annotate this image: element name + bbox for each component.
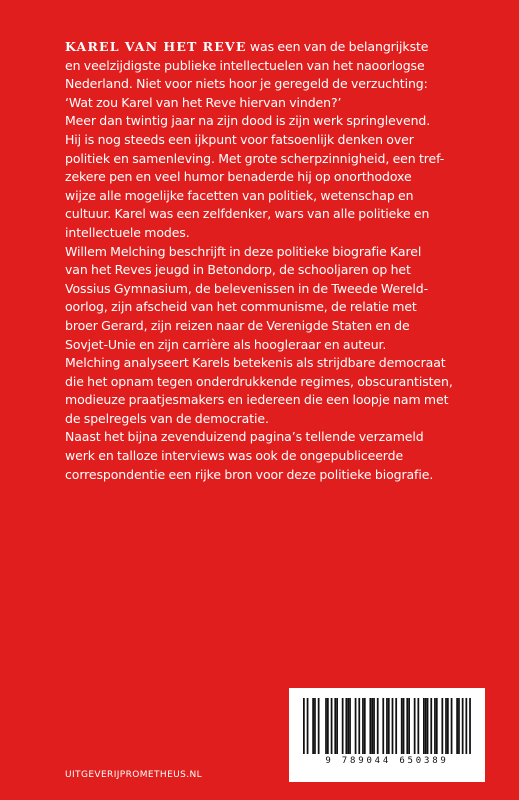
barcode-bar bbox=[456, 698, 458, 754]
blurb-line: die het opnam tegen onderdrukkende regimes, obscurantisten, bbox=[65, 373, 453, 389]
blurb-line: correspondentie een rijke bron voor deze politieke biografie. bbox=[65, 466, 434, 482]
blurb-line: Naast het bijna zevenduizend pagina’s tellende verzameld bbox=[65, 429, 424, 445]
blurb-text bbox=[65, 38, 485, 484]
barcode-bar bbox=[395, 698, 397, 754]
barcode-bar bbox=[462, 698, 464, 754]
barcode-bar bbox=[377, 698, 379, 754]
blurb-line: Meer dan twintig jaar na zijn dood is zijn werk springlevend. bbox=[65, 113, 431, 129]
author-name: KAREL VAN HET REVE bbox=[65, 39, 247, 54]
barcode-bars bbox=[303, 698, 471, 754]
barcode-bar bbox=[430, 698, 432, 754]
barcode-bar bbox=[303, 698, 305, 754]
barcode-bar bbox=[469, 698, 471, 754]
blurb-line: de spelregels van de democratie. bbox=[65, 410, 269, 426]
barcode-bar bbox=[327, 698, 329, 754]
barcode-bar bbox=[434, 698, 436, 754]
blurb-line: Willem Melching beschrijft in deze politieke biografie Karel bbox=[65, 243, 422, 259]
blurb-line: zekere pen en veel humor benaderde hij op onorthodoxe bbox=[65, 169, 412, 185]
barcode-bar bbox=[307, 698, 309, 754]
blurb-line: werk en talloze interviews was ook de ongepubliceerde bbox=[65, 448, 404, 464]
barcode-bar bbox=[436, 698, 438, 754]
barcode-bar bbox=[364, 698, 366, 754]
barcode-bar bbox=[423, 698, 425, 754]
barcode-bar bbox=[386, 698, 388, 754]
barcode-bar bbox=[392, 698, 394, 754]
barcode-bar bbox=[465, 698, 467, 754]
barcode-bar bbox=[347, 698, 349, 754]
isbn-barcode bbox=[289, 688, 485, 782]
blurb-line: en veelzijdigste publieke intellectuelen van het naoorlogse bbox=[65, 57, 425, 73]
barcode-bar bbox=[318, 698, 320, 754]
blurb-line: ‘Wat zou Karel van het Reve hiervan vinden?’ bbox=[65, 94, 342, 110]
barcode-bar bbox=[403, 698, 405, 754]
blurb-line: Vossius Gymnasium, de belevenissen in de Tweede Wereld- bbox=[65, 280, 429, 296]
barcode-digits: 9 789044 650389 bbox=[325, 756, 449, 766]
barcode-bar bbox=[336, 698, 338, 754]
blurb-line: Melching analyseert Karels betekenis als strijdbare democraat bbox=[65, 355, 446, 371]
blurb-line: cultuur. Karel was een zelfdenker, wars van alle politieke en bbox=[65, 206, 430, 222]
barcode-bar bbox=[388, 698, 390, 754]
blurb-line: Sovjet-Unie en zijn carrière als hoogleraar en auteur. bbox=[65, 336, 387, 352]
blurb-line: KAREL VAN HET REVE was een van de belangrijkste bbox=[65, 39, 429, 54]
blurb-line: politiek en samenleving. Met grote scherpzinnigheid, een tref- bbox=[65, 150, 445, 166]
barcode-bar bbox=[445, 698, 447, 754]
barcode-bar bbox=[414, 698, 416, 754]
barcode-bar bbox=[334, 698, 336, 754]
barcode-bar bbox=[371, 698, 373, 754]
barcode-bar bbox=[331, 698, 333, 754]
barcode-bar bbox=[369, 698, 371, 754]
barcode-bar bbox=[312, 698, 314, 754]
barcode-bar bbox=[401, 698, 403, 754]
barcode-bar bbox=[314, 698, 316, 754]
publisher-url[interactable]: UITGEVERIJPROMETHEUS.NL bbox=[65, 770, 203, 780]
barcode-bar bbox=[451, 698, 453, 754]
barcode-bar bbox=[425, 698, 427, 754]
blurb-line: oorlog, zijn afscheid van het communisme, de relatie met bbox=[65, 299, 417, 315]
barcode-bar bbox=[325, 698, 327, 754]
barcode-bar bbox=[441, 698, 443, 754]
barcode-bar bbox=[427, 698, 429, 754]
barcode-bar bbox=[355, 698, 357, 754]
blurb-line: Hij is nog steeds een ijkpunt voor fatsoenlijk denken over bbox=[65, 131, 414, 147]
barcode-bar bbox=[373, 698, 375, 754]
blurb-line: broer Gerard, zijn reizen naar de Verenigde Staten en de bbox=[65, 317, 410, 333]
barcode-bar bbox=[458, 698, 460, 754]
barcode-bar bbox=[447, 698, 449, 754]
barcode-bar bbox=[349, 698, 351, 754]
barcode-bar bbox=[382, 698, 384, 754]
barcode-bar bbox=[345, 698, 347, 754]
barcode-bar bbox=[362, 698, 364, 754]
barcode-bar bbox=[408, 698, 410, 754]
barcode-bar bbox=[342, 698, 344, 754]
barcode-bar bbox=[358, 698, 360, 754]
blurb-line: Nederland. Niet voor niets hoor je geregeld de verzuchting: bbox=[65, 76, 428, 92]
blurb-line: modieuze praatjesmakers en iedereen die een loopje nam met bbox=[65, 392, 449, 408]
blurb-line: van het Reves jeugd in Betondorp, de schooljaren op het bbox=[65, 262, 411, 278]
barcode-bar bbox=[417, 698, 419, 754]
blurb-line: wijze alle mogelijke facetten van politiek, wetenschap en bbox=[65, 187, 414, 203]
blurb-line: intellectuele modes. bbox=[65, 224, 190, 240]
barcode-bar bbox=[406, 698, 408, 754]
